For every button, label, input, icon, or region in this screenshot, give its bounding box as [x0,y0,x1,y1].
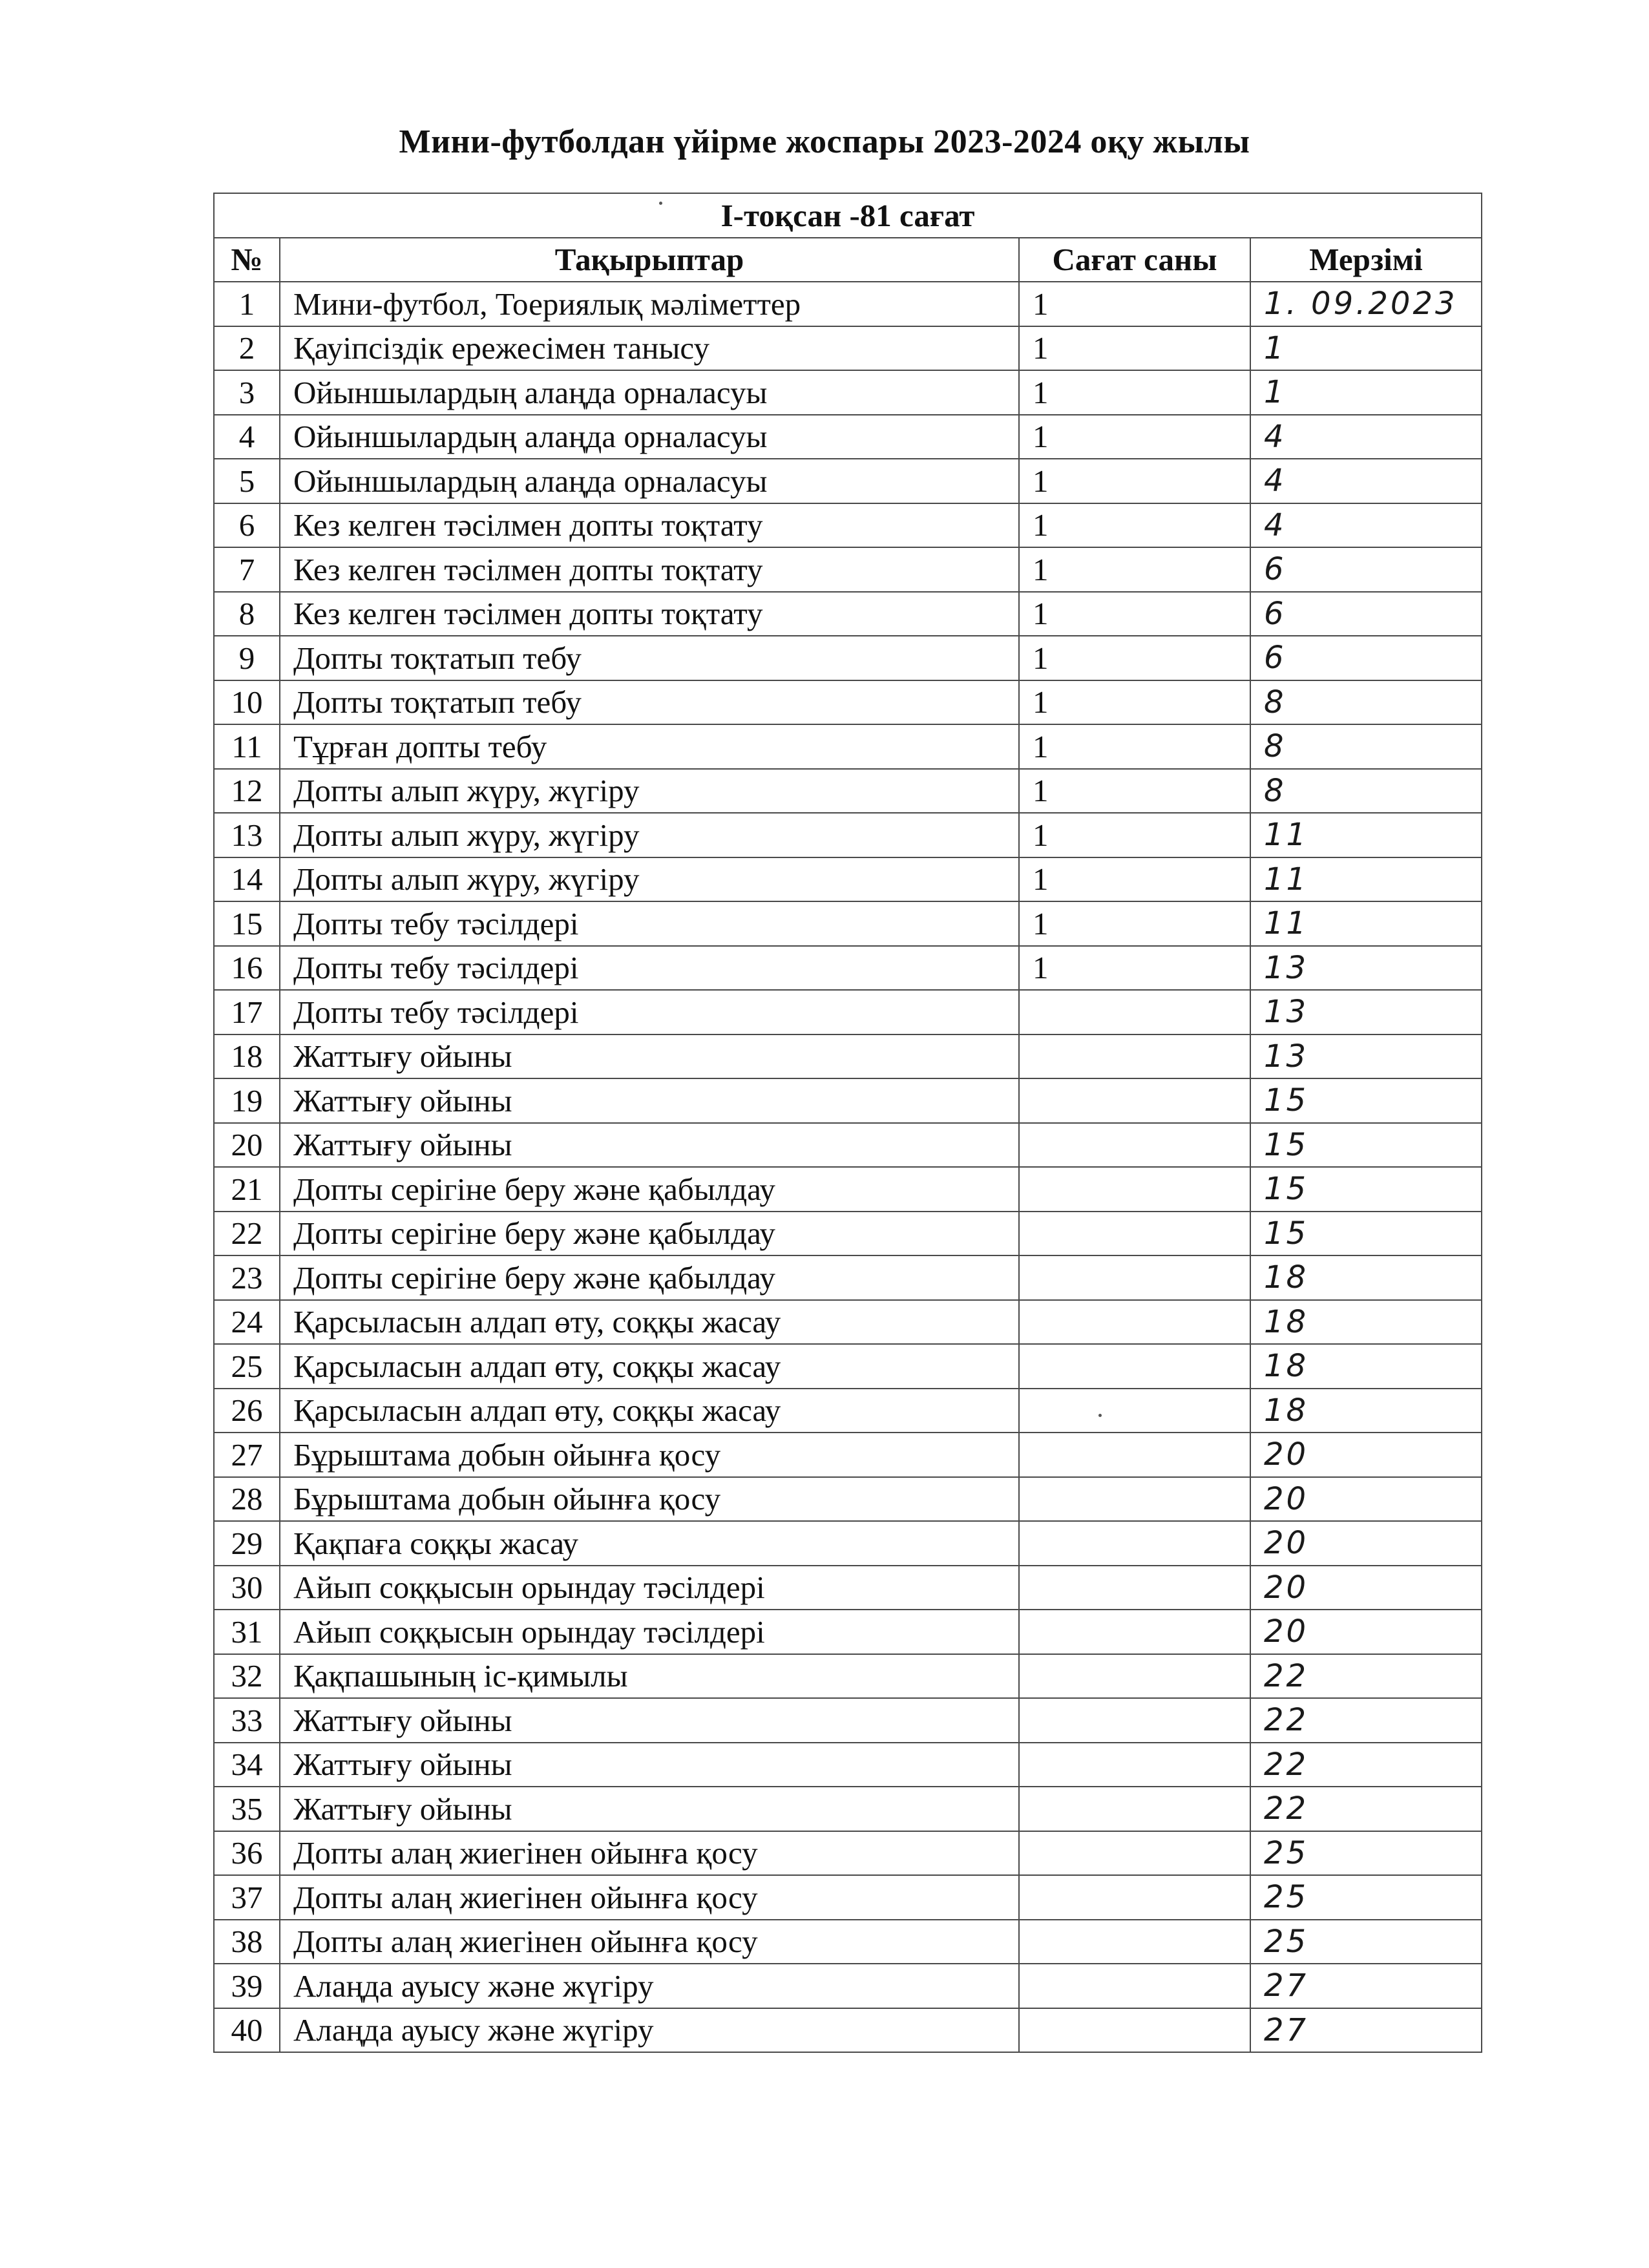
row-number-cell: 32 [214,1654,280,1699]
hours-cell [1019,1566,1250,1610]
hours-cell [1019,1610,1250,1654]
topic-cell: Допты тоқтатып тебу [280,636,1019,680]
row-number-cell: 37 [214,1875,280,1920]
topic-cell: Допты серігіне беру және қабылдау [280,1212,1019,1256]
table-row [214,1389,1482,1433]
topic-cell: Алаңда ауысу және жүгіру [280,2008,1019,2053]
hours-cell [1019,1920,1250,1964]
hours-cell: 1 [1019,680,1250,725]
row-number-cell: 13 [214,813,280,857]
topic-cell: Алаңда ауысу және жүгіру [280,1964,1019,2008]
row-number-cell: 27 [214,1433,280,1477]
row-number-cell: 4 [214,415,280,459]
hours-cell: 1 [1019,769,1250,814]
topic-cell: Бұрыштама добын ойынға қосу [280,1433,1019,1477]
handwritten-date-cell: 27 [1250,1964,1482,2008]
table-row [214,2008,1482,2053]
topic-cell: Жаттығу ойыны [280,1787,1019,1831]
handwritten-date-cell: 8 [1250,769,1482,814]
handwritten-date-cell: 20 [1250,1433,1482,1477]
hours-cell [1019,1743,1250,1787]
table-row [214,636,1482,680]
hours-cell: 1 [1019,503,1250,548]
table-row [214,547,1482,592]
table-row [214,1743,1482,1787]
row-number-cell: 6 [214,503,280,548]
table-row [214,1875,1482,1920]
handwritten-date-cell: 1 [1250,326,1482,371]
handwritten-date-cell: 20 [1250,1477,1482,1522]
topic-cell: Қарсыласын алдап өту, соққы жасау [280,1389,1019,1433]
hours-cell: 1 [1019,415,1250,459]
table-row [214,1477,1482,1522]
row-number-cell: 20 [214,1123,280,1168]
table-row [214,769,1482,814]
table-row [214,1610,1482,1654]
hours-cell [1019,1123,1250,1168]
handwritten-date-cell: 13 [1250,946,1482,991]
handwritten-date-cell: 20 [1250,1521,1482,1566]
topic-cell: Допты тебу тәсілдері [280,901,1019,946]
row-number-cell: 14 [214,857,280,902]
handwritten-date-cell: 6 [1250,592,1482,636]
handwritten-date-cell: 15 [1250,1078,1482,1123]
row-number-cell: 31 [214,1610,280,1654]
row-number-cell: 18 [214,1034,280,1079]
table-row [214,415,1482,459]
row-number-cell: 38 [214,1920,280,1964]
hours-cell [1019,1477,1250,1522]
table-row [214,1964,1482,2008]
table-row [214,1344,1482,1389]
hours-cell: 1 [1019,370,1250,415]
row-number-cell: 5 [214,459,280,503]
topic-cell: Бұрыштама добын ойынға қосу [280,1477,1019,1522]
topic-cell: Қақпаға соққы жасау [280,1521,1019,1566]
hours-cell: 1 [1019,592,1250,636]
plan-table [213,193,1482,2053]
row-number-cell: 26 [214,1389,280,1433]
topic-cell: Допты алып жүру, жүгіру [280,813,1019,857]
row-number-cell: 17 [214,990,280,1034]
topic-cell: Кез келген тәсілмен допты тоқтату [280,592,1019,636]
row-number-cell: 35 [214,1787,280,1831]
hours-cell [1019,1300,1250,1345]
hours-cell [1019,1831,1250,1876]
table-row [214,1167,1482,1212]
table-row [214,1433,1482,1477]
hours-cell [1019,1964,1250,2008]
topic-cell: Жаттығу ойыны [280,1078,1019,1123]
handwritten-date-cell: 15 [1250,1212,1482,1256]
row-number-cell: 29 [214,1521,280,1566]
table-row [214,1831,1482,1876]
row-number-cell: 24 [214,1300,280,1345]
row-number-cell: 3 [214,370,280,415]
hours-cell: 1 [1019,857,1250,902]
column-header-num: № [214,238,280,282]
topic-cell: Жаттығу ойыны [280,1698,1019,1743]
table-row [214,370,1482,415]
handwritten-date-cell: 11 [1250,901,1482,946]
quarter-heading: І-тоқсан -81 сағат [214,193,1482,238]
table-row [214,1123,1482,1168]
handwritten-date-cell: 22 [1250,1654,1482,1699]
row-number-cell: 28 [214,1477,280,1522]
table-row [214,1787,1482,1831]
table-row [214,1654,1482,1699]
table-row [214,503,1482,548]
topic-cell: Жаттығу ойыны [280,1743,1019,1787]
row-number-cell: 33 [214,1698,280,1743]
table-row [214,1920,1482,1964]
table-row [214,724,1482,769]
row-number-cell: 25 [214,1344,280,1389]
table-row [214,857,1482,902]
table-row [214,1255,1482,1300]
table-row [214,1212,1482,1256]
row-number-cell: 30 [214,1566,280,1610]
table-row [214,1034,1482,1079]
hours-cell: 1 [1019,459,1250,503]
table-row [214,326,1482,371]
topic-cell: Жаттығу ойыны [280,1123,1019,1168]
topic-cell: Допты алаң жиегінен ойынға қосу [280,1875,1019,1920]
table-row [214,1078,1482,1123]
hours-cell [1019,990,1250,1034]
handwritten-date-cell: 27 [1250,2008,1482,2053]
column-header-hours: Сағат саны [1019,238,1250,282]
hours-cell [1019,1433,1250,1477]
hours-cell: 1 [1019,636,1250,680]
table-row [214,813,1482,857]
handwritten-date-cell: 13 [1250,990,1482,1034]
topic-cell: Ойыншылардың алаңда орналасуы [280,415,1019,459]
row-number-cell: 15 [214,901,280,946]
row-number-cell: 39 [214,1964,280,2008]
topic-cell: Тұрған допты тебу [280,724,1019,769]
table-row [214,282,1482,326]
handwritten-date-cell: 15 [1250,1123,1482,1168]
hours-cell [1019,1255,1250,1300]
handwritten-date-cell: 13 [1250,1034,1482,1079]
topic-cell: Допты алаң жиегінен ойынға қосу [280,1920,1019,1964]
handwritten-date-cell: 6 [1250,636,1482,680]
topic-cell: Допты тебу тәсілдері [280,990,1019,1034]
hours-cell: 1 [1019,901,1250,946]
row-number-cell: 12 [214,769,280,814]
row-number-cell: 2 [214,326,280,371]
row-number-cell: 34 [214,1743,280,1787]
table-row [214,946,1482,991]
row-number-cell: 1 [214,282,280,326]
hours-cell [1019,1521,1250,1566]
scan-speck [1098,1414,1102,1417]
row-number-cell: 7 [214,547,280,592]
topic-cell: Қарсыласын алдап өту, соққы жасау [280,1300,1019,1345]
handwritten-date-cell: 18 [1250,1255,1482,1300]
table-row [214,901,1482,946]
topic-cell: Ойыншылардың алаңда орналасуы [280,459,1019,503]
page-title: Мини-футболдан үйірме жоспары 2023-2024 оқу жылы [399,123,1250,160]
handwritten-date-cell: 20 [1250,1566,1482,1610]
column-header-date: Мерзімі [1250,238,1482,282]
topic-cell: Допты алып жүру, жүгіру [280,857,1019,902]
topic-cell: Допты серігіне беру және қабылдау [280,1167,1019,1212]
table-row [214,1698,1482,1743]
handwritten-date-cell: 4 [1250,503,1482,548]
hours-cell [1019,2008,1250,2053]
handwritten-date-cell: 15 [1250,1167,1482,1212]
column-header-topic: Тақырыптар [280,238,1019,282]
table-body [214,282,1482,2052]
row-number-cell: 19 [214,1078,280,1123]
topic-cell: Айып соққысын орындау тәсілдері [280,1610,1019,1654]
hours-cell [1019,1344,1250,1389]
row-number-cell: 8 [214,592,280,636]
topic-cell: Қақпашының іс-қимылы [280,1654,1019,1699]
handwritten-date-cell: 11 [1250,813,1482,857]
handwritten-date-cell: 22 [1250,1743,1482,1787]
table-row [214,1300,1482,1345]
row-number-cell: 22 [214,1212,280,1256]
handwritten-date-cell: 25 [1250,1920,1482,1964]
hours-cell [1019,1787,1250,1831]
handwritten-date-cell: 18 [1250,1389,1482,1433]
hours-cell: 1 [1019,326,1250,371]
row-number-cell: 21 [214,1167,280,1212]
row-number-cell: 16 [214,946,280,991]
topic-cell: Допты серігіне беру және қабылдау [280,1255,1019,1300]
hours-cell: 1 [1019,946,1250,991]
row-number-cell: 11 [214,724,280,769]
handwritten-date-cell: 25 [1250,1831,1482,1876]
topic-cell: Жаттығу ойыны [280,1034,1019,1079]
handwritten-date-cell: 11 [1250,857,1482,902]
handwritten-date-cell: 1. 09.2023 [1250,282,1482,326]
handwritten-date-cell: 4 [1250,415,1482,459]
hours-cell: 1 [1019,724,1250,769]
topic-cell: Айып соққысын орындау тәсілдері [280,1566,1019,1610]
hours-cell: 1 [1019,547,1250,592]
handwritten-date-cell: 18 [1250,1300,1482,1345]
table-row [214,592,1482,636]
topic-cell: Қарсыласын алдап өту, соққы жасау [280,1344,1019,1389]
handwritten-date-cell: 1 [1250,370,1482,415]
hours-cell [1019,1078,1250,1123]
hours-cell [1019,1875,1250,1920]
hours-cell [1019,1212,1250,1256]
topic-cell: Мини-футбол, Тоериялық мәліметтер [280,282,1019,326]
table-row [214,459,1482,503]
row-number-cell: 36 [214,1831,280,1876]
handwritten-date-cell: 25 [1250,1875,1482,1920]
row-number-cell: 9 [214,636,280,680]
hours-cell: 1 [1019,813,1250,857]
quarter-row [214,193,1482,238]
handwritten-date-cell: 18 [1250,1344,1482,1389]
handwritten-date-cell: 22 [1250,1787,1482,1831]
topic-cell: Допты алып жүру, жүгіру [280,769,1019,814]
table-row [214,1566,1482,1610]
hours-cell [1019,1698,1250,1743]
table-row [214,990,1482,1034]
scan-speck [659,202,662,205]
hours-cell: 1 [1019,282,1250,326]
table-row [214,680,1482,725]
row-number-cell: 40 [214,2008,280,2053]
topic-cell: Кез келген тәсілмен допты тоқтату [280,503,1019,548]
topic-cell: Допты тебу тәсілдері [280,946,1019,991]
row-number-cell: 10 [214,680,280,725]
hours-cell [1019,1167,1250,1212]
topic-cell: Қауіпсіздік ережесімен танысу [280,326,1019,371]
handwritten-date-cell: 22 [1250,1698,1482,1743]
row-number-cell: 23 [214,1255,280,1300]
hours-cell [1019,1389,1250,1433]
topic-cell: Допты тоқтатып тебу [280,680,1019,725]
handwritten-date-cell: 8 [1250,724,1482,769]
handwritten-date-cell: 6 [1250,547,1482,592]
handwritten-date-cell: 4 [1250,459,1482,503]
topic-cell: Ойыншылардың алаңда орналасуы [280,370,1019,415]
handwritten-date-cell: 20 [1250,1610,1482,1654]
hours-cell [1019,1034,1250,1079]
topic-cell: Кез келген тәсілмен допты тоқтату [280,547,1019,592]
topic-cell: Допты алаң жиегінен ойынға қосу [280,1831,1019,1876]
handwritten-date-cell: 8 [1250,680,1482,725]
header-row [214,238,1482,282]
hours-cell [1019,1654,1250,1699]
table-row [214,1521,1482,1566]
